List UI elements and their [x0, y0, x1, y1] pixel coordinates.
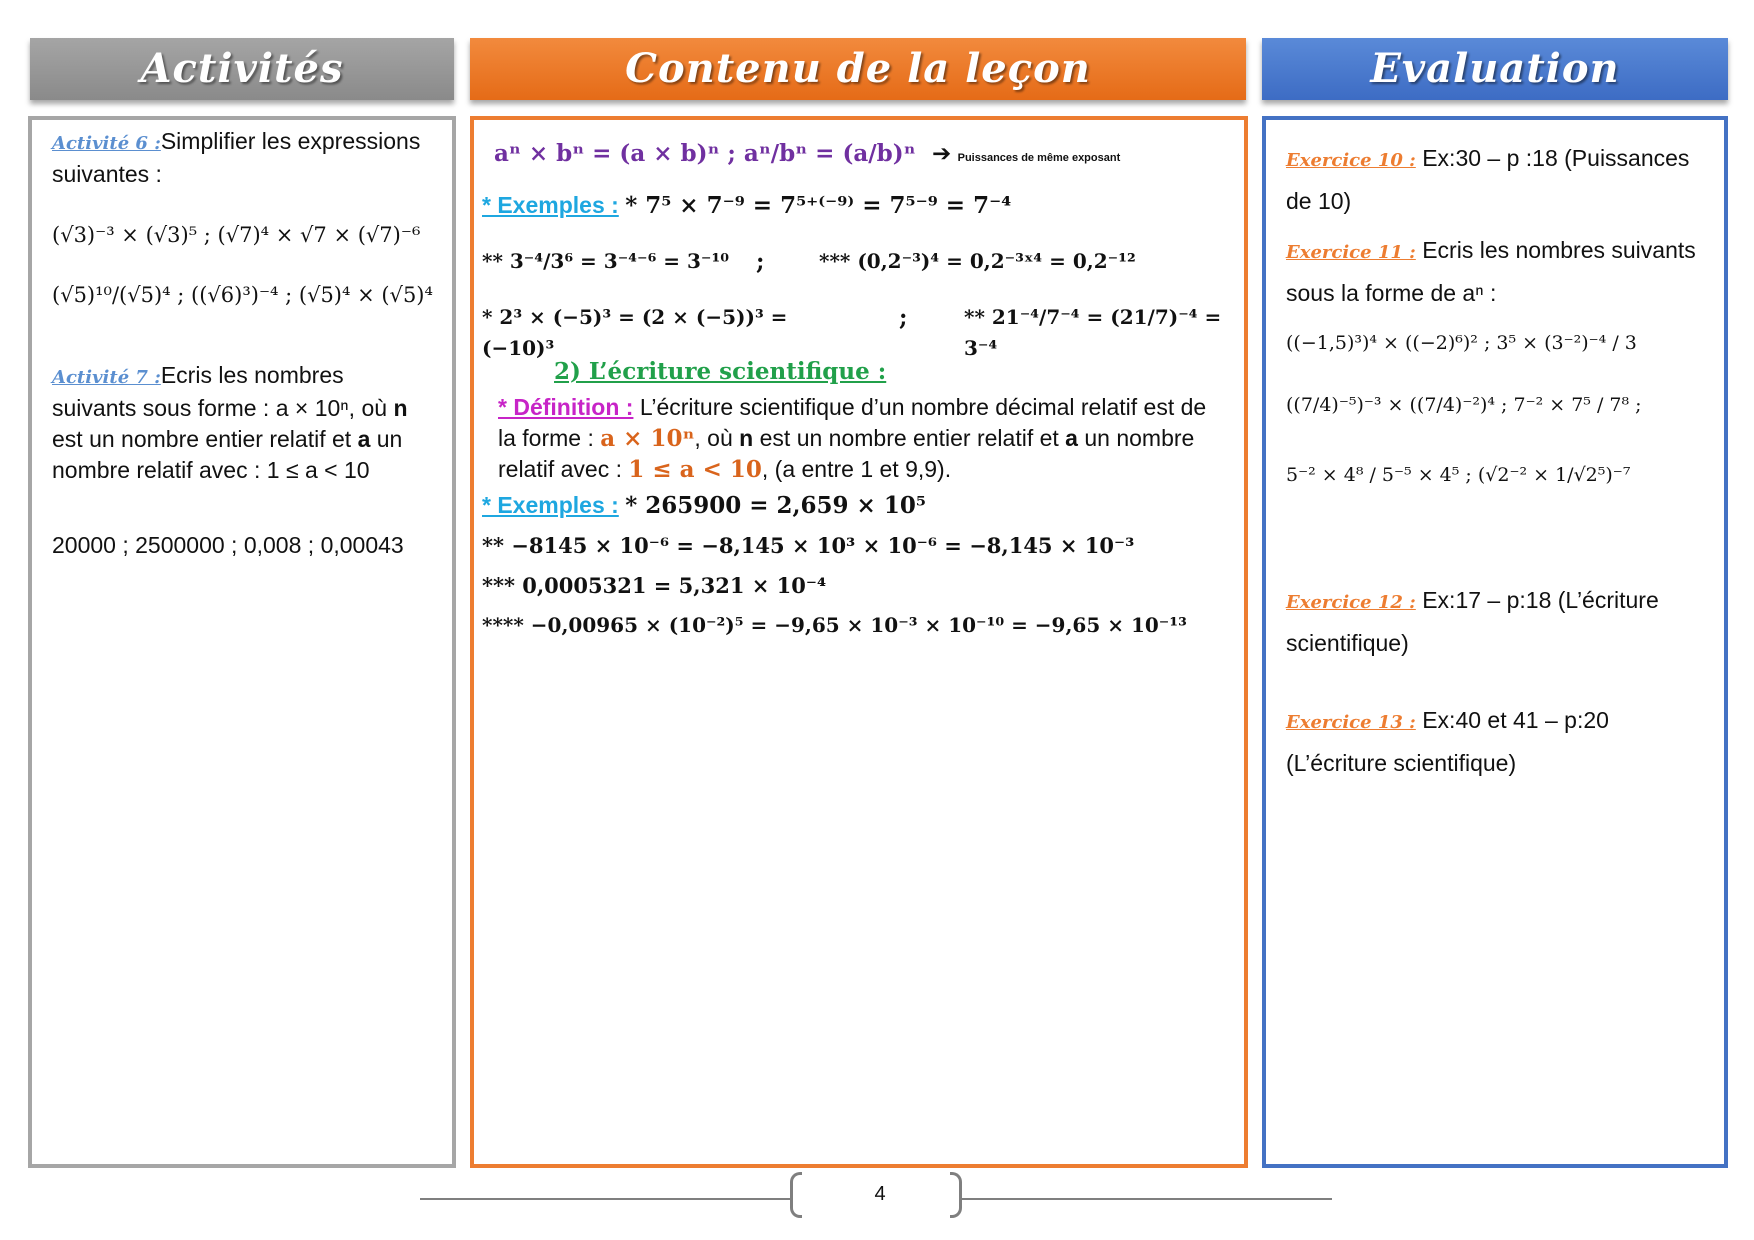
- evaluation-header: Evaluation: [1262, 38, 1728, 100]
- evaluation-panel: [1262, 116, 1728, 1168]
- activity-7-n: n: [393, 395, 408, 421]
- exercise-11-line-1: ((−1,5)³)⁴ × ((−2)⁶)² ; 3⁵ × (3⁻²)⁻⁴ / 3: [1286, 332, 1637, 354]
- activity-7-text-1: Ecris les nombres suivants sous forme : a × 10ⁿ, où: [52, 362, 394, 421]
- exercise-12-text: Ex:17 – p:18 (L’écriture scientifique): [1286, 587, 1659, 656]
- exercise-13-label: Exercice 13 :: [1286, 712, 1416, 733]
- activity-6-line-2: (√5)¹⁰/(√5)⁴ ; ((√6)³)⁻⁴ ; (√5)⁴ × (√5)⁴: [52, 283, 433, 307]
- definition-a: a: [1065, 425, 1078, 451]
- exercise-11-text: Ecris les nombres suivants sous la forme de aⁿ :: [1286, 237, 1696, 306]
- example-separator-2: ;: [899, 304, 908, 331]
- definition-range: 1 ≤ a < 10: [628, 456, 762, 483]
- examples-2-label: * Exemples :: [482, 492, 619, 518]
- exercise-12: [1286, 580, 1706, 664]
- exercise-11-line-3: 5⁻² × 4⁸ / 5⁻⁵ × 4⁵ ; (√2⁻² × 1/√2⁵)⁻⁷: [1286, 464, 1631, 486]
- exercise-13: [1286, 700, 1706, 784]
- exercise-13-text: Ex:40 et 41 – p:20 (L’écriture scientifique): [1286, 707, 1609, 776]
- footer-line-right: [962, 1198, 1332, 1200]
- examples-line-1: [482, 190, 1232, 221]
- activity-7-text-3: un nombre relatif avec : 1 ≤ a < 10: [52, 426, 403, 483]
- exercise-11: [1286, 230, 1706, 314]
- page-number: 4: [874, 1183, 886, 1205]
- exercise-10-label: Exercice 10 :: [1286, 150, 1416, 171]
- lesson-content-panel: [470, 116, 1248, 1168]
- scientific-example-1: * 265900 = 2,659 × 10⁵: [625, 492, 926, 519]
- definition-text-1: L’écriture scientifique d’un nombre décimal relatif est de la forme :: [498, 394, 1207, 451]
- scientific-example-3: *** 0,0005321 = 5,321 × 10⁻⁴: [482, 573, 827, 598]
- exercise-12-label: Exercice 12 :: [1286, 592, 1416, 613]
- footer-brace-right: [950, 1172, 962, 1218]
- activity-7-statement: [52, 360, 432, 486]
- activities-header: Activités: [30, 38, 454, 100]
- definition-text-5: , (a entre 1 et 9,9).: [761, 456, 952, 482]
- formula-note: Puissances de même exposant: [957, 152, 1121, 164]
- exercise-11-label: Exercice 11 :: [1286, 242, 1416, 263]
- arrow-icon: ➔: [931, 140, 952, 166]
- activity-7-numbers: 20000 ; 2500000 ; 0,008 ; 0,00043: [52, 532, 404, 558]
- activity-6-line-1: (√3)⁻³ × (√3)⁵ ; (√7)⁴ × √7 × (√7)⁻⁶: [52, 223, 421, 247]
- definition-text-3: est un nombre entier relatif et: [753, 425, 1066, 451]
- formula-line: [494, 138, 1234, 174]
- example-4: * 2³ × (−5)³ = (2 × (−5))³ = (−10)³: [482, 305, 788, 360]
- definition-form: a × 10ⁿ: [600, 425, 695, 452]
- activity-6-statement: [52, 126, 432, 190]
- contents-header: Contenu de la leçon: [470, 38, 1246, 100]
- scientific-example-2: ** −8145 × 10⁻⁶ = −8,145 × 10³ × 10⁻⁶ = −8,145 × 10⁻³: [482, 533, 1135, 558]
- example-1: * 7⁵ × 7⁻⁹ = 7⁵⁺⁽⁻⁹⁾ = 7⁵⁻⁹ = 7⁻⁴: [625, 192, 1012, 219]
- activity-7-text-2: est un nombre entier relatif et: [52, 426, 358, 452]
- activity-7-label: Activité 7 :: [52, 367, 161, 388]
- footer-line-left: [420, 1198, 790, 1200]
- exercise-10: [1286, 138, 1706, 222]
- scientific-example-line-1: [482, 490, 1232, 521]
- power-formula: aⁿ × bⁿ = (a × b)ⁿ ; aⁿ/bⁿ = (a/b)ⁿ: [494, 140, 916, 167]
- section-title-scientific: 2) L’écriture scientifique :: [554, 358, 887, 385]
- exercise-11-line-2: ((7/4)⁻⁵)⁻³ × ((7/4)⁻²)⁴ ; 7⁻² × 7⁵ / 7⁸ ;: [1286, 394, 1642, 416]
- example-3: *** (0,2⁻³)⁴ = 0,2⁻³ˣ⁴ = 0,2⁻¹²: [819, 249, 1136, 273]
- scientific-example-4: **** −0,00965 × (10⁻²)⁵ = −9,65 × 10⁻³ × 10⁻¹⁰ = −9,65 × 10⁻¹³: [482, 613, 1187, 637]
- definition-n: n: [739, 425, 754, 451]
- exercise-10-text: Ex:30 – p :18 (Puissances de 10): [1286, 145, 1690, 214]
- examples-label: * Exemples :: [482, 192, 619, 218]
- example-5: ** 21⁻⁴/7⁻⁴ = (21/7)⁻⁴ = 3⁻⁴: [964, 305, 1222, 360]
- example-2: ** 3⁻⁴/3⁶ = 3⁻⁴⁻⁶ = 3⁻¹⁰: [482, 249, 730, 273]
- definition-text-4: un nombre relatif avec :: [498, 425, 1195, 482]
- activity-6-label: Activité 6 :: [52, 133, 161, 154]
- example-separator-1: ;: [756, 248, 765, 275]
- definition-paragraph: [498, 392, 1223, 485]
- activity-7-a: a: [357, 426, 371, 452]
- definition-label: * Définition :: [498, 394, 634, 420]
- activities-panel: [28, 116, 456, 1168]
- definition-text-2: , où: [694, 425, 740, 451]
- activity-6-text: Simplifier les expressions suivantes :: [52, 128, 421, 187]
- footer-brace-left: [790, 1172, 802, 1218]
